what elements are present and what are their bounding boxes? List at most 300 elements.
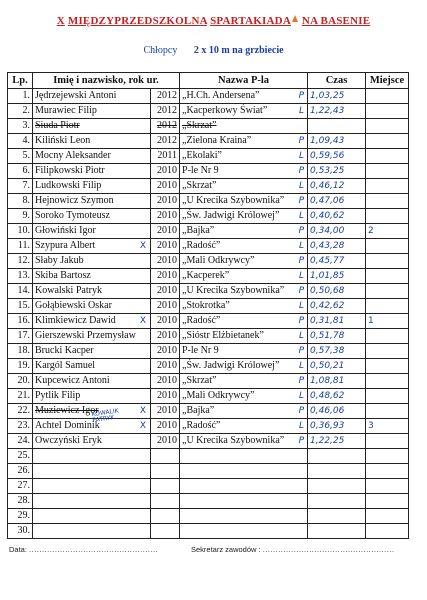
club-name: „U Krecika Szybownika” — [182, 435, 285, 446]
lane-mark: L — [299, 211, 305, 221]
place-value — [366, 329, 409, 344]
row-number: 9. — [8, 209, 33, 224]
place-value — [366, 209, 409, 224]
competitor-cell — [33, 269, 151, 284]
time-value: 0,31,81 — [308, 314, 366, 329]
club-cell — [180, 359, 308, 374]
competitor-cell — [33, 89, 151, 104]
club-cell — [180, 149, 308, 164]
row-number: 17. — [8, 329, 33, 344]
competitor-name: Siuda Piotr — [35, 120, 80, 131]
row-number: 15. — [8, 299, 33, 314]
place-value — [366, 374, 409, 389]
competitor-name: Gierszewski Przemysław — [35, 330, 136, 341]
table-row — [8, 224, 409, 239]
time-value: 0,46,06 — [308, 404, 366, 419]
competitor-name: Ludkowski Filip — [35, 180, 102, 191]
place-value — [366, 524, 409, 539]
table-row — [8, 179, 409, 194]
birth-year: 2010 — [151, 194, 180, 209]
time-value: 0,50,68 — [308, 284, 366, 299]
time-value: 0,46,12 — [308, 179, 366, 194]
results-table — [7, 72, 409, 539]
competitor-cell — [33, 419, 151, 434]
secretary-label: Sekretarz zawodów : — [191, 545, 261, 554]
place-value — [366, 434, 409, 449]
birth-year: 2010 — [151, 419, 180, 434]
time-value — [308, 494, 366, 509]
row-number: 25. — [8, 449, 33, 464]
time-value: 0,43,28 — [308, 239, 366, 254]
row-number: 12. — [8, 254, 33, 269]
lane-mark: L — [299, 391, 305, 401]
competitor-name: Jędrzejewski Antoni — [35, 90, 117, 101]
table-row — [8, 209, 409, 224]
club-cell — [180, 344, 308, 359]
row-number: 28. — [8, 494, 33, 509]
place-value — [366, 239, 409, 254]
time-value: 1,22,25 — [308, 434, 366, 449]
birth-year — [151, 524, 180, 539]
club-name: „Św. Jadwigi Królowej” — [182, 210, 280, 221]
title-part-2: SPARTAKIADA — [210, 15, 291, 27]
table-header-row — [8, 73, 409, 89]
club-cell — [180, 524, 308, 539]
birth-year — [151, 464, 180, 479]
table-row — [8, 479, 409, 494]
club-cell — [180, 374, 308, 389]
lane-mark: L — [299, 301, 305, 311]
row-number: 4. — [8, 134, 33, 149]
row-number: 10. — [8, 224, 33, 239]
competitor-name: Brucki Kacper — [35, 345, 94, 356]
club-cell — [180, 239, 308, 254]
row-number: 23. — [8, 419, 33, 434]
competitor-cell — [33, 479, 151, 494]
lane-mark: P — [298, 256, 305, 266]
lane-mark: P — [298, 226, 305, 236]
birth-year: 2010 — [151, 344, 180, 359]
competitor-name: Kiliński Leon — [35, 135, 91, 146]
table-row — [8, 419, 409, 434]
club-name: „U Krecika Szybownika” — [182, 285, 285, 296]
place-value: 3 — [366, 419, 409, 434]
birth-year — [151, 494, 180, 509]
club-name: „Radość” — [182, 315, 221, 326]
table-row — [8, 269, 409, 284]
row-number: 29. — [8, 509, 33, 524]
row-number: 7. — [8, 179, 33, 194]
flame-icon — [292, 15, 298, 22]
competitor-name: Głowiński Igor — [35, 225, 96, 236]
competitor-name: Owczyński Eryk — [35, 435, 102, 446]
time-value: 0,51,78 — [308, 329, 366, 344]
competitor-cell — [33, 344, 151, 359]
table-row — [8, 164, 409, 179]
table-row — [8, 119, 409, 134]
birth-year: 2010 — [151, 404, 180, 419]
competitor-cell — [33, 239, 151, 254]
club-name: „Ekolaki” — [182, 150, 222, 161]
lane-mark: P — [298, 316, 305, 326]
club-cell — [180, 164, 308, 179]
time-value — [308, 509, 366, 524]
competitor-cell — [33, 149, 151, 164]
row-number: 8. — [8, 194, 33, 209]
time-value — [308, 449, 366, 464]
page-title — [0, 15, 427, 27]
time-value: 1,22,43 — [308, 104, 366, 119]
table-row — [8, 434, 409, 449]
birth-year: 2010 — [151, 269, 180, 284]
competitor-cell — [33, 359, 151, 374]
club-cell — [180, 254, 308, 269]
competitor-cell — [33, 209, 151, 224]
table-row — [8, 134, 409, 149]
competitor-cell — [33, 179, 151, 194]
place-value — [366, 509, 409, 524]
competitor-cell — [33, 194, 151, 209]
table-row — [8, 344, 409, 359]
table-row — [8, 329, 409, 344]
place-value — [366, 344, 409, 359]
table-row — [8, 284, 409, 299]
birth-year: 2010 — [151, 299, 180, 314]
table-row — [8, 359, 409, 374]
birth-year — [151, 449, 180, 464]
col-header-time: Czas — [308, 73, 366, 89]
birth-year: 2011 — [151, 149, 180, 164]
competitor-cell — [33, 284, 151, 299]
club-cell — [180, 134, 308, 149]
time-value: 0,42,62 — [308, 299, 366, 314]
place-value — [366, 104, 409, 119]
competitor-name: Skiba Bartosz — [35, 270, 91, 281]
place-value — [366, 464, 409, 479]
club-name: P-le Nr 9 — [182, 165, 219, 176]
club-cell — [180, 194, 308, 209]
place-value — [366, 134, 409, 149]
row-number: 20. — [8, 374, 33, 389]
time-value — [308, 464, 366, 479]
competitor-cell — [33, 509, 151, 524]
title-part-1: MIĘDZYPRZEDSZKOLNA — [67, 15, 208, 27]
club-name: „Mali Odkrywcy” — [182, 390, 255, 401]
competitor-cell — [33, 329, 151, 344]
club-name: „Bajka” — [182, 225, 215, 236]
row-number: 19. — [8, 359, 33, 374]
birth-year: 2012 — [151, 104, 180, 119]
table-row — [8, 494, 409, 509]
competitor-name: Murawiec Filip — [35, 105, 97, 116]
row-number: 11. — [8, 239, 33, 254]
competitor-cell — [33, 164, 151, 179]
club-cell — [180, 434, 308, 449]
competitor-name: Pytlik Filip — [35, 390, 81, 401]
table-row — [8, 449, 409, 464]
competitor-cell — [33, 299, 151, 314]
time-value: 1,09,43 — [308, 134, 366, 149]
time-value: 0,50,21 — [308, 359, 366, 374]
place-value — [366, 194, 409, 209]
club-cell — [180, 89, 308, 104]
lane-mark: L — [299, 241, 305, 251]
competitor-name: Klimkiewicz Dawid — [35, 315, 116, 326]
lane-mark: P — [298, 286, 305, 296]
competitor-name: Słaby Jakub — [35, 255, 84, 266]
club-cell — [180, 209, 308, 224]
col-header-lp: Lp. — [8, 73, 33, 89]
competitor-name: Kargól Samuel — [35, 360, 96, 371]
table-row — [8, 389, 409, 404]
place-value — [366, 449, 409, 464]
club-cell — [180, 314, 308, 329]
competitor-name: Mocny Aleksander — [35, 150, 111, 161]
place-value: 1 — [366, 314, 409, 329]
place-value — [366, 269, 409, 284]
club-cell — [180, 509, 308, 524]
table-row — [8, 149, 409, 164]
table-row — [8, 509, 409, 524]
secretary-dots: ................................................... — [262, 545, 395, 554]
time-value: 0,34,00 — [308, 224, 366, 239]
time-value: 0,47,06 — [308, 194, 366, 209]
birth-year: 2012 — [151, 89, 180, 104]
date-label: Data: — [9, 545, 27, 554]
club-cell — [180, 494, 308, 509]
place-value — [366, 404, 409, 419]
club-cell — [180, 224, 308, 239]
lane-mark: P — [298, 196, 305, 206]
club-name: „Skrzat” — [182, 375, 217, 386]
row-number: 5. — [8, 149, 33, 164]
time-value: 0,57,38 — [308, 344, 366, 359]
competitor-name: Achtel Dominik — [35, 420, 100, 431]
place-value — [366, 89, 409, 104]
row-number: 18. — [8, 344, 33, 359]
row-number: 14. — [8, 284, 33, 299]
birth-year: 2010 — [151, 434, 180, 449]
birth-year: 2010 — [151, 374, 180, 389]
time-value — [308, 479, 366, 494]
lane-mark: L — [299, 331, 305, 341]
birth-year: 2010 — [151, 359, 180, 374]
competitor-cell — [33, 464, 151, 479]
club-cell — [180, 299, 308, 314]
competitor-cell — [33, 389, 151, 404]
lane-mark: P — [298, 136, 305, 146]
row-number: 21. — [8, 389, 33, 404]
birth-year: 2012 — [151, 119, 180, 134]
club-name: „Radość” — [182, 240, 221, 251]
lane-mark: L — [299, 421, 305, 431]
time-value: 0,36,93 — [308, 419, 366, 434]
club-name: „Radość” — [182, 420, 221, 431]
row-number: 13. — [8, 269, 33, 284]
place-value: 2 — [366, 224, 409, 239]
row-number: 30. — [8, 524, 33, 539]
lane-mark: P — [298, 436, 305, 446]
place-value — [366, 299, 409, 314]
club-cell — [180, 269, 308, 284]
place-value — [366, 254, 409, 269]
birth-year: 2010 — [151, 224, 180, 239]
table-row — [8, 314, 409, 329]
competitor-name: Muziewicz Igor — [35, 405, 99, 416]
competitor-cell — [33, 224, 151, 239]
lane-mark: L — [299, 106, 305, 116]
row-number: 27. — [8, 479, 33, 494]
table-row — [8, 194, 409, 209]
club-name: „Stokrotka” — [182, 300, 230, 311]
club-cell — [180, 449, 308, 464]
club-name: „Kacperek” — [182, 270, 230, 281]
competitor-cell — [33, 524, 151, 539]
birth-year: 2010 — [151, 179, 180, 194]
lane-mark: P — [298, 91, 305, 101]
competitor-cell — [33, 374, 151, 389]
club-name: „Św. Jadwigi Królowej” — [182, 360, 280, 371]
birth-year: 2010 — [151, 164, 180, 179]
subtitle — [0, 45, 427, 56]
time-value — [308, 524, 366, 539]
club-name: „Skrzat” — [182, 120, 217, 131]
competitor-cell — [33, 134, 151, 149]
club-cell — [180, 329, 308, 344]
club-cell — [180, 464, 308, 479]
club-name: „U Krecika Szybownika” — [182, 195, 285, 206]
lane-mark: P — [298, 346, 305, 356]
table-row — [8, 299, 409, 314]
row-number: 16. — [8, 314, 33, 329]
x-mark: X — [139, 241, 146, 251]
club-name: „Bajka” — [182, 405, 215, 416]
row-number: 22. — [8, 404, 33, 419]
birth-year: 2010 — [151, 254, 180, 269]
lane-mark: P — [298, 166, 305, 176]
competitor-name: Hejnowicz Szymon — [35, 195, 114, 206]
competitor-cell — [33, 119, 151, 134]
date-dots: .................................................. — [29, 545, 159, 554]
col-header-name: Imię i nazwisko, rok ur. — [33, 73, 180, 89]
birth-year: 2010 — [151, 329, 180, 344]
table-row — [8, 104, 409, 119]
lane-mark: L — [299, 151, 305, 161]
place-value — [366, 119, 409, 134]
time-value: 0,45,77 — [308, 254, 366, 269]
table-row — [8, 404, 409, 419]
lane-mark: P — [298, 406, 305, 416]
birth-year: 2012 — [151, 134, 180, 149]
x-mark: X — [139, 316, 146, 326]
competitor-name: Szypura Albert — [35, 240, 96, 251]
competitor-name: Gołąbiewski Oskar — [35, 300, 112, 311]
place-value — [366, 494, 409, 509]
handwritten-note: KOWALIK PATRYK — [91, 407, 120, 425]
footer-date — [9, 545, 158, 554]
time-value: 0,59,56 — [308, 149, 366, 164]
time-value — [308, 119, 366, 134]
lane-mark: L — [299, 181, 305, 191]
table-row — [8, 464, 409, 479]
competitor-name: Kowalski Patryk — [35, 285, 102, 296]
time-value: 1,01,85 — [308, 269, 366, 284]
birth-year: 2010 — [151, 239, 180, 254]
time-value: 0,48,62 — [308, 389, 366, 404]
club-cell — [180, 479, 308, 494]
place-value — [366, 359, 409, 374]
place-value — [366, 164, 409, 179]
club-cell — [180, 389, 308, 404]
place-value — [366, 389, 409, 404]
table-row — [8, 254, 409, 269]
time-value: 0,40,62 — [308, 209, 366, 224]
competitor-cell — [33, 449, 151, 464]
club-cell — [180, 284, 308, 299]
birth-year — [151, 479, 180, 494]
competitor-cell — [33, 434, 151, 449]
club-name: „H.Ch. Andersena” — [182, 90, 260, 101]
club-name: „Kacperkowy Świat” — [182, 105, 268, 116]
row-number: 2. — [8, 104, 33, 119]
club-cell — [180, 419, 308, 434]
row-number: 6. — [8, 164, 33, 179]
place-value — [366, 284, 409, 299]
club-cell — [180, 104, 308, 119]
lane-mark: L — [299, 361, 305, 371]
table-row — [8, 89, 409, 104]
club-cell — [180, 119, 308, 134]
row-number: 26. — [8, 464, 33, 479]
place-value — [366, 179, 409, 194]
x-mark: X — [139, 421, 146, 431]
table-row — [8, 239, 409, 254]
club-name: „Mali Odkrywcy” — [182, 255, 255, 266]
time-value: 0,53,25 — [308, 164, 366, 179]
birth-year: 2010 — [151, 314, 180, 329]
row-number: 24. — [8, 434, 33, 449]
table-row — [8, 374, 409, 389]
col-header-place: Miejsce — [366, 73, 409, 89]
competitor-name: Filipkowski Piotr — [35, 165, 105, 176]
time-value: 1,03,25 — [308, 89, 366, 104]
birth-year: 2010 — [151, 284, 180, 299]
birth-year — [151, 509, 180, 524]
club-name: „Zielona Kraina” — [182, 135, 252, 146]
birth-year: 2010 — [151, 389, 180, 404]
category-label: Chłopcy — [143, 45, 178, 56]
lane-mark: P — [298, 376, 305, 386]
table-row — [8, 524, 409, 539]
row-number: 1. — [8, 89, 33, 104]
club-cell — [180, 404, 308, 419]
club-name: „Sióstr Elżbietanek” — [182, 330, 264, 341]
lane-mark: L — [299, 271, 305, 281]
competitor-name: Kupcewicz Antoni — [35, 375, 110, 386]
x-mark: X — [139, 406, 146, 416]
title-part-3: NA BASENIE — [301, 15, 371, 27]
time-value: 1,08,81 — [308, 374, 366, 389]
competitor-cell — [33, 494, 151, 509]
club-name: „Skrzat” — [182, 180, 217, 191]
col-header-club: Nazwa P-la — [180, 73, 308, 89]
title-numeral: X — [56, 15, 65, 27]
competitor-cell — [33, 104, 151, 119]
competitor-cell — [33, 254, 151, 269]
club-cell — [180, 179, 308, 194]
birth-year: 2010 — [151, 209, 180, 224]
place-value — [366, 479, 409, 494]
